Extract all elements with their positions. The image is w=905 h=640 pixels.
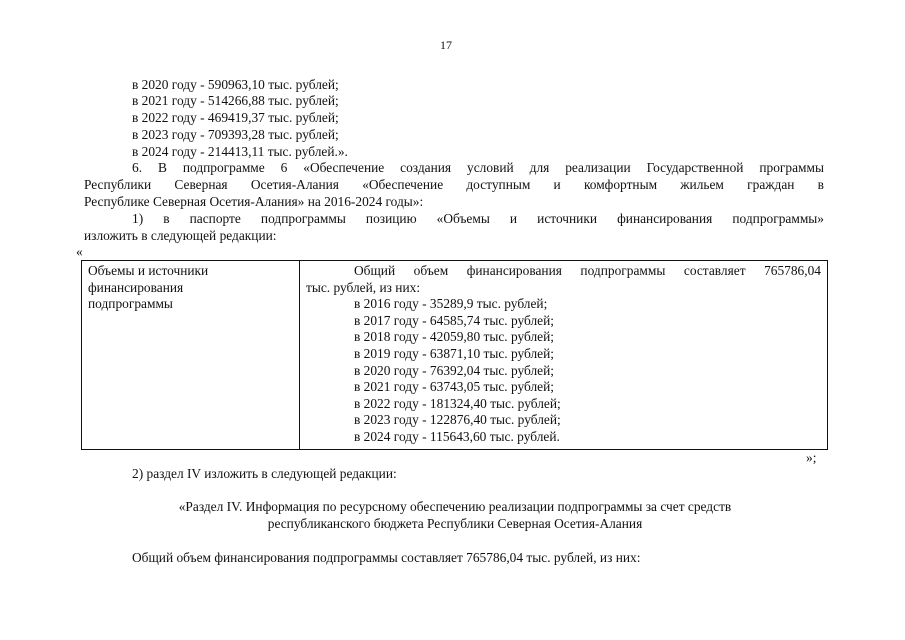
section-heading-line: «Раздел IV. Информация по ресурсному обеспечению реализации подпрограммы за счет средств (178, 499, 732, 514)
table-year-line: в 2019 году - 63871,10 тыс. рублей; (354, 345, 555, 361)
page-number: 17 (440, 38, 452, 52)
table-year-line: в 2024 году - 115643,60 тыс. рублей. (354, 428, 560, 444)
table-year-line: в 2016 году - 35289,9 тыс. рублей; (354, 296, 548, 312)
year-list-item: в 2020 году - 590963,10 тыс. рублей; (132, 77, 339, 92)
table-year-line: в 2022 году - 181324,40 тыс. рублей; (354, 395, 561, 411)
year-list-item: в 2023 году - 709393,28 тыс. рублей; (132, 127, 339, 142)
table-row (82, 261, 828, 450)
table-label-line: Объемы и источники (88, 263, 209, 278)
table-year-line: в 2020 году - 76392,04 тыс. рублей; (354, 362, 555, 378)
total-financing-line: Общий объем финансирования подпрограммы составляет 765786,04 тыс. рублей, из них: (132, 550, 641, 565)
table-year-line: в 2021 году - 63743,05 тыс. рублей; (354, 379, 555, 395)
table-year-line: в 2018 году - 42059,80 тыс. рублей; (354, 329, 555, 345)
item6-line: Республике Северная Осетия-Алания» на 2016-2024 годы»: (84, 194, 424, 209)
section-heading-line: республиканского бюджета Республики Северная Осетия-Алания (267, 516, 643, 531)
subitem2-line: 2) раздел IV изложить в следующей редакции: (132, 466, 397, 481)
table-year-line: в 2023 году - 122876,40 тыс. рублей; (354, 412, 561, 428)
table-value-cell (300, 261, 828, 450)
table-total-line-cont: тыс. рублей, из них: (306, 279, 421, 295)
table-label-cell (82, 261, 300, 450)
open-quote: « (76, 244, 83, 259)
subitem1-line: изложить в следующей редакции: (84, 228, 277, 243)
close-quote: »; (806, 450, 817, 465)
item6-line: 6. В подпрограмме 6 «Обеспечение создания условий для реализации Государственной программы (132, 160, 824, 175)
table-total-line: Общий объем финансирования подпрограммы составляет 765786,04 (354, 263, 821, 278)
table-label-line: финансирования (88, 279, 184, 295)
financing-table (81, 260, 828, 450)
item6-line: Республики Северная Осетия-Алания «Обеспечение доступным и комфортным жильем граждан в (84, 177, 824, 192)
subitem1-line: 1) в паспорте подпрограммы позицию «Объемы и источники финансирования подпрограммы» (132, 211, 824, 226)
year-list-item: в 2022 году - 469419,37 тыс. рублей; (132, 110, 339, 125)
year-list-item: в 2021 году - 514266,88 тыс. рублей; (132, 93, 339, 108)
year-list-item: в 2024 году - 214413,11 тыс. рублей.». (132, 144, 348, 159)
table-year-line: в 2017 году - 64585,74 тыс. рублей; (354, 312, 555, 328)
table-label-line: подпрограммы (88, 296, 173, 312)
